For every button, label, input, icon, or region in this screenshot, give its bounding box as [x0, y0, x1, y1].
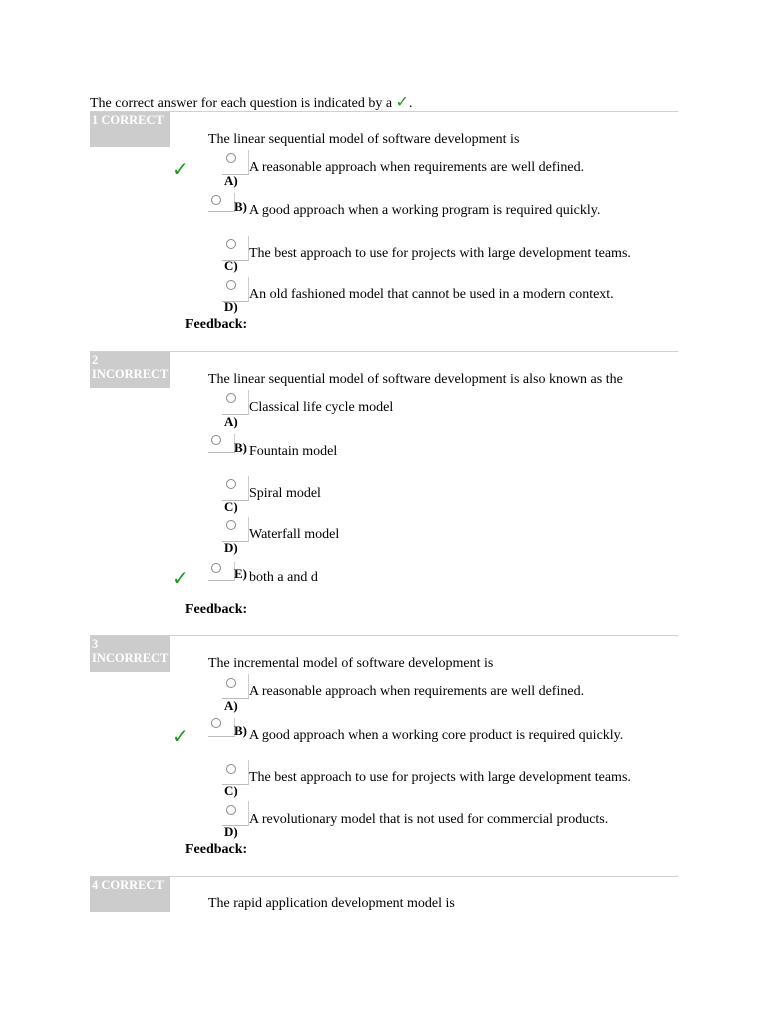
option-text: Spiral model: [249, 486, 321, 501]
option-text: A good approach when a working program is required quickly.: [249, 203, 601, 218]
option-text: The best approach to use for projects with large development teams.: [249, 770, 631, 785]
option-letter: A): [224, 698, 238, 713]
option-text: An old fashioned model that cannot be used in a modern context.: [249, 287, 614, 302]
question-text: The incremental model of software development is: [208, 656, 494, 671]
status-badge: 3 INCORRECT: [90, 636, 170, 672]
option-text: Classical life cycle model: [249, 400, 394, 415]
option-letter: D): [224, 824, 238, 839]
option-letter: E): [234, 566, 247, 581]
intro-text: The correct answer for each question is indicated by a: [90, 96, 393, 111]
option-letter: B): [234, 723, 247, 738]
question-divider: [90, 351, 678, 352]
radio-option-e[interactable]: [211, 563, 221, 573]
option-text: Fountain model: [249, 444, 338, 459]
option-text: A reasonable approach when requirements are well defined.: [249, 684, 585, 699]
option-letter: A): [224, 414, 238, 429]
option-text: A revolutionary model that is not used for commercial products.: [249, 812, 609, 827]
correct-check-icon: ✓: [172, 566, 189, 590]
radio-option-b[interactable]: [211, 435, 221, 445]
question-text: The linear sequential model of software development is also known as the: [208, 372, 623, 387]
radio-option-c[interactable]: [226, 764, 236, 774]
radio-option-a[interactable]: [226, 678, 236, 688]
option-box: [222, 801, 249, 826]
intro-line: [90, 92, 412, 112]
option-letter: C): [224, 258, 238, 273]
status-badge: 1 CORRECT: [90, 112, 170, 147]
status-badge: 4 CORRECT: [90, 877, 170, 912]
radio-option-b[interactable]: [211, 195, 221, 205]
radio-option-d[interactable]: [226, 280, 236, 290]
radio-option-d[interactable]: [226, 520, 236, 530]
option-box: [222, 517, 249, 542]
option-text: Waterfall model: [249, 527, 340, 542]
status-badge: 2 INCORRECT: [90, 352, 170, 388]
intro-period: .: [408, 96, 413, 111]
question-divider: [90, 635, 678, 636]
option-letter: B): [234, 440, 247, 455]
option-letter: C): [224, 499, 238, 514]
question-text: The linear sequential model of software development is: [208, 132, 520, 147]
feedback-label: Feedback:: [185, 602, 248, 617]
radio-option-d[interactable]: [226, 805, 236, 815]
correct-check-icon: ✓: [172, 157, 189, 181]
option-text: both a and d: [249, 570, 318, 585]
option-text: A good approach when a working core product is required quickly.: [249, 728, 624, 743]
radio-option-b[interactable]: [211, 718, 221, 728]
radio-option-a[interactable]: [226, 153, 236, 163]
correct-check-icon: ✓: [172, 724, 189, 748]
option-letter: D): [224, 540, 238, 555]
option-box: [222, 390, 249, 415]
option-letter: C): [224, 783, 238, 798]
question-divider: [90, 876, 678, 877]
feedback-label: Feedback:: [185, 317, 248, 332]
radio-option-c[interactable]: [226, 479, 236, 489]
radio-option-c[interactable]: [226, 239, 236, 249]
option-letter: D): [224, 299, 238, 314]
feedback-label: Feedback:: [185, 842, 248, 857]
question-divider: [90, 111, 678, 112]
check-icon: ✓: [395, 92, 409, 111]
option-text: A reasonable approach when requirements are well defined.: [249, 160, 585, 175]
option-letter: A): [224, 173, 238, 188]
option-box: [222, 476, 249, 501]
option-letter: B): [234, 199, 247, 214]
option-box: [222, 150, 249, 175]
option-box: [222, 674, 249, 699]
option-text: The best approach to use for projects with large development teams.: [249, 246, 631, 261]
question-text: The rapid application development model is: [208, 896, 455, 911]
radio-option-a[interactable]: [226, 393, 236, 403]
option-box: [222, 760, 249, 785]
